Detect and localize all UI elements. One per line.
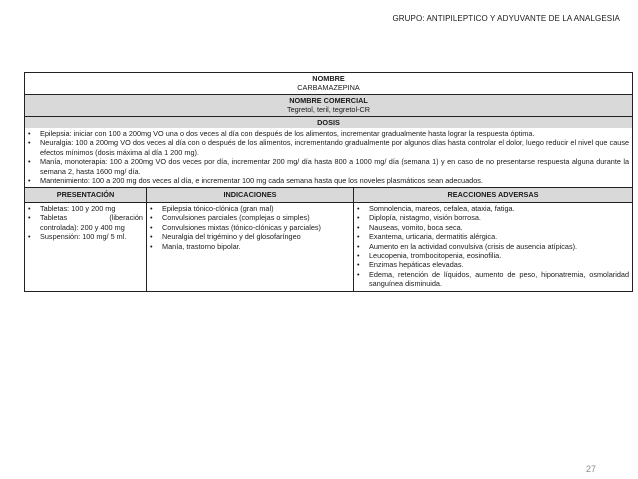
dosis-cell [25,116,633,188]
reacciones-list [354,203,632,291]
drug-info-table [24,72,633,292]
nombre-cell [25,73,633,95]
reacciones-item: • Diplopía, nistagmo, visión borrosa. [357,213,629,222]
presentacion-header: PRESENTACIÓN [25,188,147,202]
nombre-comercial-row [25,94,633,116]
indicaciones-item: • Convulsiones mixtas (tónico-clónicas y parciales) [150,223,350,232]
reacciones-item: • Exantema, urticaria, dermatitis alérgica. [357,232,629,241]
column-header-row [25,188,633,202]
indicaciones-list [147,203,353,253]
nombre-value: CARBAMAZEPINA [297,83,360,93]
indicaciones-header: INDICACIONES [147,188,354,202]
presentacion-list [25,203,146,244]
reacciones-item: • Somnolencia, mareos, cefalea, ataxia, fatiga. [357,204,629,213]
presentacion-item: • Suspensión: 100 mg/ 5 ml. [28,232,143,241]
reacciones-item: • Aumento en la actividad convulsiva (crisis de ausencia atípicas). [357,242,629,251]
reacciones-item: • Enzimas hepáticas elevadas. [357,260,629,269]
page-number: 27 [586,464,597,474]
presentacion-item: • Tabletas (liberación controlada): 200 y 400 mg [28,213,143,232]
details-row [25,202,633,291]
dosis-item: • Manía, monoterapia: 100 a 200mg VO dos veces por día, incrementar 200 mg/ día hasta 800 a 1000 mg/ día (semana 1) y en caso de no presentarse respuesta alguna durante la semana 2, hasta 1600 mg/ día. [28,157,629,176]
indicaciones-item: • Neuralgia del trigémino y del glosofaríngeo [150,232,350,241]
indicaciones-item: • Epilepsia tónico-clónica (gran mal) [150,204,350,213]
nombre-comercial-label: NOMBRE COMERCIAL [289,95,368,105]
dosis-list [25,128,632,187]
indicaciones-cell [147,202,354,291]
indicaciones-item: • Manía, trastorno bipolar. [150,242,350,251]
nombre-row [25,73,633,95]
group-header: GRUPO: ANTIPILEPTICO Y ADYUVANTE DE LA ANALGESIA [392,14,620,23]
reacciones-header: REACCIONES ADVERSAS [354,188,633,202]
nombre-comercial-value: Tegretol, teril, tegretol-CR [286,105,371,115]
dosis-row [25,116,633,188]
dosis-item: • Neuralgia: 100 a 200mg VO dos veces al día con o después de los alimentos, incrementando gradualmente por algunos días hasta controlar el dolor, luego reducir el nivel que cause efectos mínimos (dosis máxima al día 1 200 mg). [28,138,629,157]
nombre-comercial-cell [25,94,633,116]
dosis-item: • Mantenimiento: 100 a 200 mg dos veces al día, e incrementar 100 mg cada semana hasta que los noveles plasmáticos sean adecuados. [28,176,629,185]
presentacion-cell [25,202,147,291]
reacciones-item: • Edema, retención de líquidos, aumento de peso, hiponatremia, osmolaridad sanguínea disminuida. [357,270,629,289]
dosis-item: • Epilepsia: iniciar con 100 a 200mg VO una o dos veces al día con después de los alimentos, incrementar gradualmente hasta lograr la respuesta óptima. [28,129,629,138]
dosis-label: DOSIS [25,117,632,128]
reacciones-item: • Nauseas, vomito, boca seca. [357,223,629,232]
indicaciones-item: • Convulsiones parciales (complejas o simples) [150,213,350,222]
nombre-label: NOMBRE [312,74,345,83]
reacciones-cell [354,202,633,291]
presentacion-item: • Tabletas: 100 y 200 mg [28,204,143,213]
reacciones-item: • Leucopenia, trombocitopenia, eosinofilia. [357,251,629,260]
